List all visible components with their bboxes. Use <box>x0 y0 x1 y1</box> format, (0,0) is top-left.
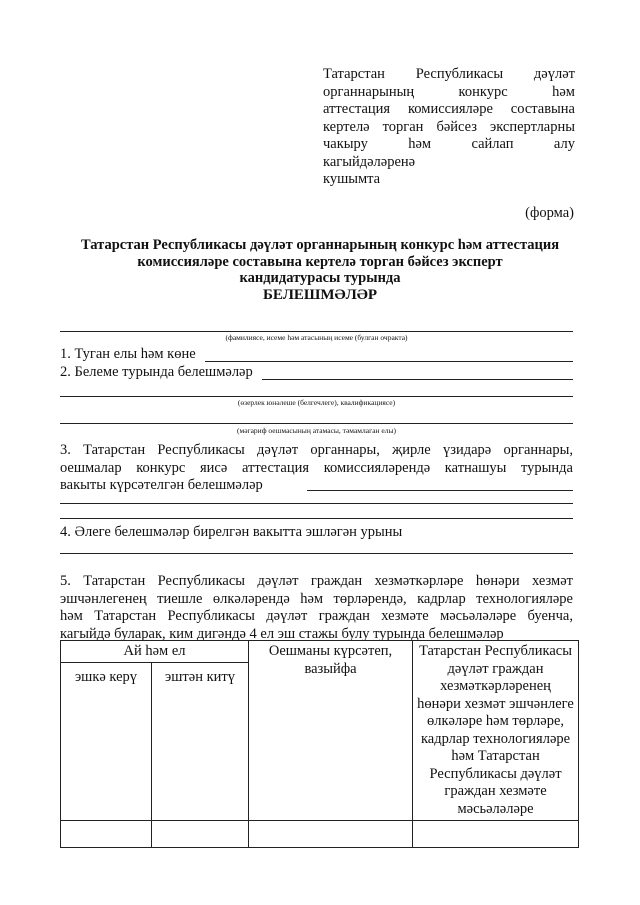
education-label: 2. Белеме турында белешмәләр <box>60 364 253 380</box>
header-organization <box>249 641 413 821</box>
title-line: комиссияләре составына кертелә торган бәйсез эксперт <box>137 253 503 270</box>
experience-line: 5. Татарстан Республикасы дәүләт граждан хезмәткәрләре һөнәри хезмәт <box>60 573 573 589</box>
header-activity <box>413 641 579 821</box>
header-activity-line: һәм Татарстан <box>451 748 540 764</box>
addendum-line: аттестация комиссияләре составына <box>323 101 575 117</box>
addendum-line: кушымта <box>323 171 381 187</box>
addendum-line: чакыру һәм сайлап алу <box>323 136 575 152</box>
header-activity-line: мәсьәләләре <box>457 800 534 817</box>
experience-line: кагыйдә буларак, ким дигәндә 4 ел эш стажы булу турында белешмәләр <box>60 625 504 642</box>
header-month-year: Ай һәм ел <box>61 641 249 663</box>
experience-line: һәм Татарстан Республикасы дәүләт граждан хезмәте мәсьәләләре буенча, <box>60 608 573 624</box>
participation-line: 3. Татарстан Республикасы дәүләт органнары, җирле үзидарә органнары, <box>60 442 573 458</box>
table-cell[interactable] <box>152 821 249 848</box>
experience-table <box>60 640 579 848</box>
header-activity-line: һөнәри хезмәт эшчәнлеге <box>417 695 574 712</box>
education-line-2 <box>60 396 573 397</box>
experience-line: эшчәнлегенең тиешле өлкәләрендә һәм төрләрендә, кадрлар технологияләре <box>60 590 573 607</box>
header-start: эшкә керү <box>61 663 152 821</box>
experience-label <box>60 573 573 643</box>
current-job-label: 4. Әлеге белешмәләр бирелгән вакытта эшләгән урыны <box>60 524 403 540</box>
participation-line: оешмалар конкурс яисә аттестация комиссияләрендә катнашуы турында <box>60 459 573 476</box>
addendum-line: кагыйдәләренә <box>323 153 416 170</box>
education-line <box>262 379 573 380</box>
form-label: (форма) <box>525 205 574 221</box>
header-organization-line: вазыйфа <box>304 660 357 677</box>
name-caption: (фамилиясе, исеме һәм атасының исеме (булган очракта) <box>225 333 408 342</box>
title-heading: БЕЛЕШМӘЛӘР <box>262 286 378 303</box>
header-activity-line: граждан хезмәте <box>444 783 547 799</box>
header-activity-line: Республикасы дәүләт <box>429 765 562 782</box>
title-line: кандидатурасы турында <box>239 270 401 286</box>
table-cell[interactable] <box>413 821 579 848</box>
participation-line: вакыты күрсәтелгән белешмәләр <box>60 477 263 493</box>
participation-line-2 <box>60 503 573 504</box>
addendum-block <box>323 66 575 189</box>
header-activity-line: кадрлар технологияләре <box>420 730 571 747</box>
institution-caption: (мәгариф оешмасының атамасы, тәмамлаган елы) <box>236 426 397 435</box>
current-job-line <box>60 553 573 554</box>
name-line <box>60 331 573 332</box>
participation-line-3 <box>60 518 573 519</box>
birth-line <box>205 361 573 362</box>
header-activity-line: хезмәткәрләренең <box>440 678 551 694</box>
institution-line <box>60 423 573 424</box>
table-cell[interactable] <box>61 821 152 848</box>
participation-line-1 <box>307 490 573 491</box>
header-activity-line: өлкәләре һәм төрләре, <box>426 713 565 729</box>
addendum-line: органнарының конкурс һәм <box>323 83 575 100</box>
table-cell[interactable] <box>249 821 413 848</box>
addendum-line: Татарстан Республикасы дәүләт <box>323 66 575 82</box>
header-activity-line: дәүләт граждан <box>447 660 544 677</box>
participation-label <box>60 442 573 495</box>
header-activity-line: Татарстан Республикасы <box>419 643 572 659</box>
header-end: эштән китү <box>152 663 249 821</box>
birth-label: 1. Туган елы һәм көне <box>60 346 196 362</box>
education-caption: (өзерлек юнәлеше (белгечлеге), квалификациясе) <box>237 398 396 407</box>
title-line: Татарстан Республикасы дәүләт органнарының конкурс һәм аттестация <box>80 237 560 253</box>
addendum-line: кертелә торган бәйсез экспертларны <box>323 118 575 135</box>
document-title <box>40 237 600 303</box>
header-organization-line: Оешманы күрсәтеп, <box>268 643 393 659</box>
